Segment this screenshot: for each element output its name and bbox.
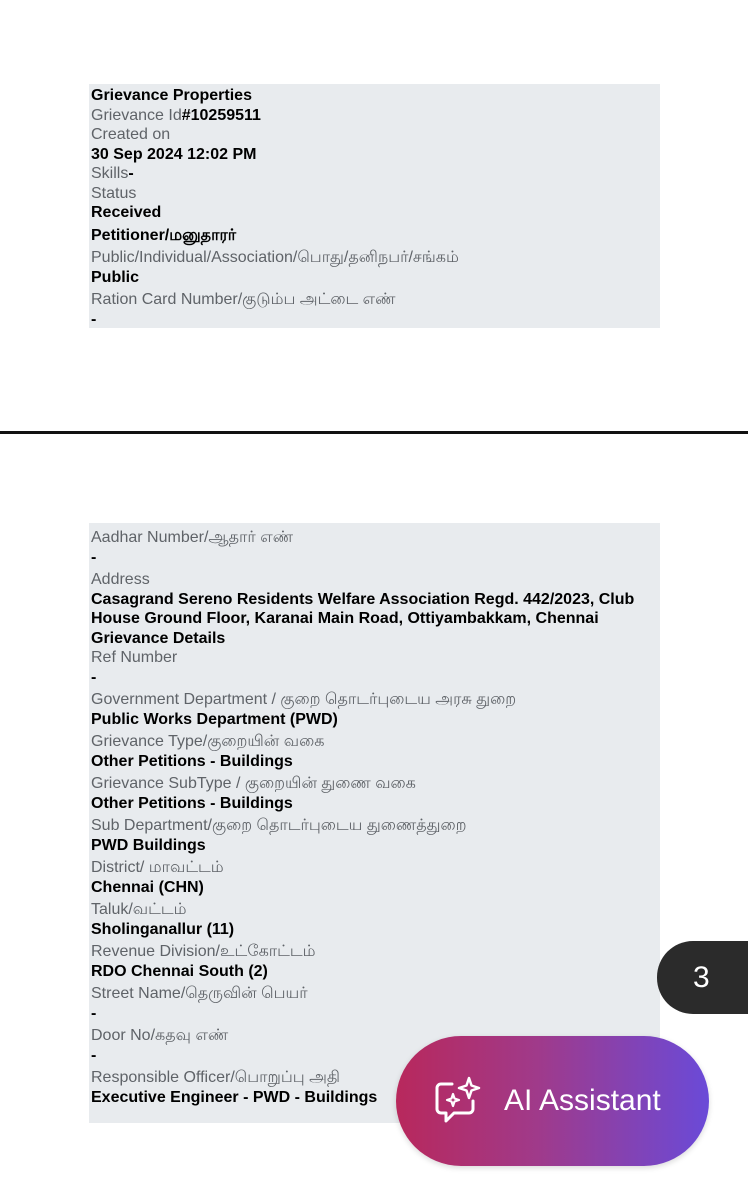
street-name-label: Street Name/தெருவின் பெயர் [91, 985, 308, 1002]
sparkle-chat-icon [432, 1075, 484, 1127]
aadhar-label: Aadhar Number/ஆதார் எண் [91, 529, 294, 546]
government-department-label: Government Department / குறை தொடர்புடைய அரசு துறை [91, 691, 517, 708]
taluk-value: Sholinganallur (11) [91, 920, 235, 938]
skills-label: Skills [91, 165, 129, 182]
page-divider [0, 431, 748, 434]
ration-card-value: - [91, 310, 97, 328]
government-department-value: Public Works Department (PWD) [91, 710, 338, 728]
responsible-officer-value: Executive Engineer - PWD - Buildings [91, 1088, 378, 1106]
page-number-indicator [657, 941, 748, 1014]
petitioner-header: Petitioner/மனுதாரர் [91, 226, 237, 244]
ration-card-label: Ration Card Number/குடும்ப அட்டை எண் [91, 291, 396, 308]
street-name-value: - [91, 1004, 97, 1022]
ref-number-label: Ref Number [91, 649, 178, 666]
ref-number-value: - [91, 668, 97, 686]
grievance-id-value: #10259511 [181, 106, 261, 124]
status-label: Status [91, 184, 137, 202]
grievance-type-value: Other Petitions - Buildings [91, 752, 293, 770]
skills-row [91, 164, 660, 184]
district-value: Chennai (CHN) [91, 878, 204, 896]
taluk-label: Taluk/வட்டம் [91, 901, 187, 918]
skills-value: - [128, 165, 134, 182]
door-no-value: - [91, 1046, 97, 1064]
grievance-type-label: Grievance Type/குறையின் வகை [91, 733, 325, 750]
grievance-details-header: Grievance Details [91, 629, 226, 647]
district-label: District/ மாவட்டம் [91, 859, 224, 876]
page-number: 3 [693, 960, 710, 994]
created-on-value: 30 Sep 2024 12:02 PM [91, 145, 257, 163]
grievance-id-label: Grievance Id [91, 106, 182, 124]
grievance-subtype-label: Grievance SubType / குறையின் துணை வகை [91, 775, 416, 792]
revenue-division-label: Revenue Division/உட்கோட்டம் [91, 943, 316, 960]
address-label: Address [91, 571, 150, 588]
door-no-label: Door No/கதவு எண் [91, 1027, 229, 1044]
aadhar-value: - [91, 548, 97, 566]
sub-department-label: Sub Department/குறை தொடர்புடைய துணைத்துறை [91, 817, 467, 834]
sub-department-value: PWD Buildings [91, 836, 206, 854]
grievance-properties-panel [89, 84, 660, 328]
grievance-subtype-value: Other Petitions - Buildings [91, 794, 293, 812]
grievance-details-panel [89, 523, 660, 1123]
grievance-properties-header: Grievance Properties [91, 87, 252, 104]
petitioner-type-value: Public [91, 268, 140, 286]
ai-assistant-button[interactable] [396, 1036, 709, 1166]
created-on-label: Created on [91, 126, 171, 143]
petitioner-type-label: Public/Individual/Association/பொது/தனிநபர்/சங்கம் [91, 249, 459, 266]
status-value: Received [91, 204, 162, 221]
revenue-division-value: RDO Chennai South (2) [91, 962, 268, 980]
grievance-id-row [91, 106, 660, 126]
address-value: Casagrand Sereno Residents Welfare Association Regd. 442/2023, Club House Ground Floor, Karanai Main Road, Ottiyambakkam, Chennai [91, 590, 635, 627]
responsible-officer-label: Responsible Officer/பொறுப்பு அதி [91, 1069, 341, 1086]
ai-assistant-label: AI Assistant [504, 1084, 661, 1117]
